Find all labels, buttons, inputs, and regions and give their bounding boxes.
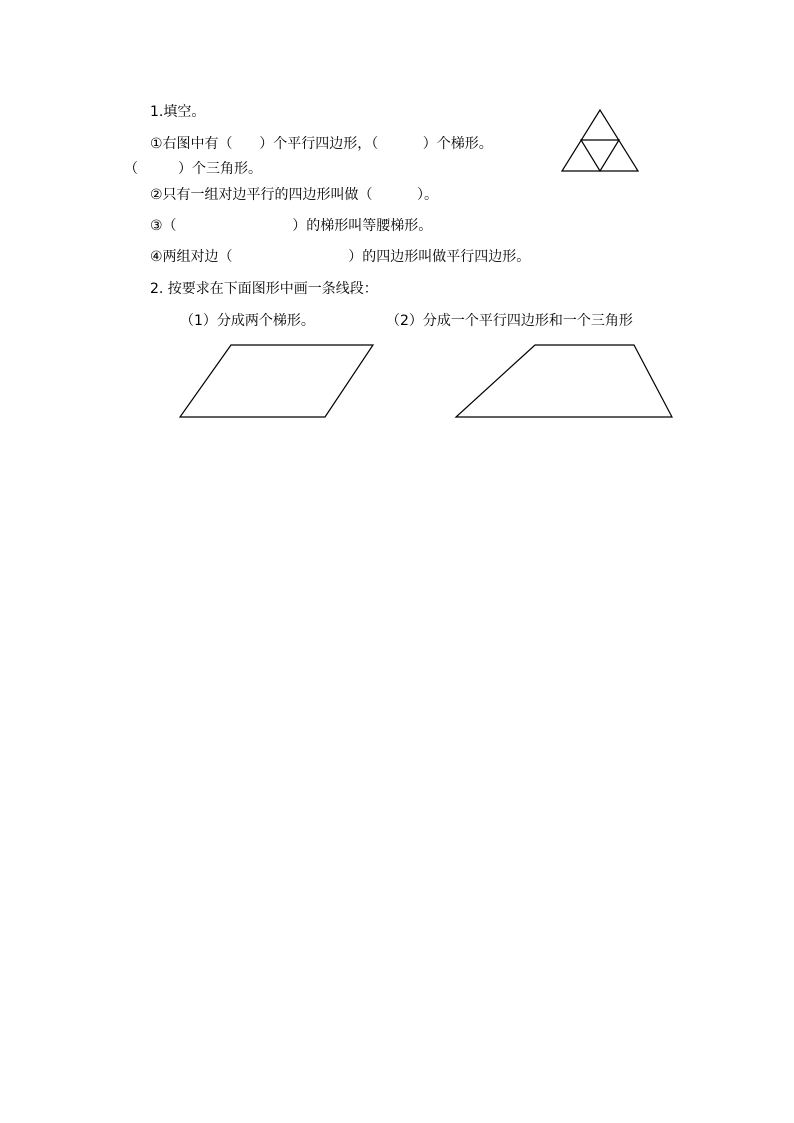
q2-part1-label: （1）分成两个梯形。	[180, 313, 315, 329]
q1-item4: ④两组对边（ ）的四边形叫做平行四边形。	[150, 249, 531, 265]
q1-item1-line2: （ ）个三角形。	[124, 161, 263, 177]
triangle-grid-figure	[560, 108, 642, 174]
q1-item3: ③（ ）的梯形叫等腰梯形。	[150, 218, 433, 234]
q2-title: 2. 按要求在下面图形中画一条线段：	[150, 281, 378, 297]
q1-title: 1.填空。	[150, 104, 206, 120]
q1-item1-line1: ①右图中有（ ）个平行四边形，（ ）个梯形。	[150, 136, 493, 152]
q1-item2: ②只有一组对边平行的四边形叫做（ ）。	[150, 187, 439, 203]
trapezoid-figure	[452, 342, 676, 422]
parallelogram-figure	[176, 342, 376, 422]
q2-part2-label: （2）分成一个平行四边形和一个三角形	[386, 313, 633, 329]
